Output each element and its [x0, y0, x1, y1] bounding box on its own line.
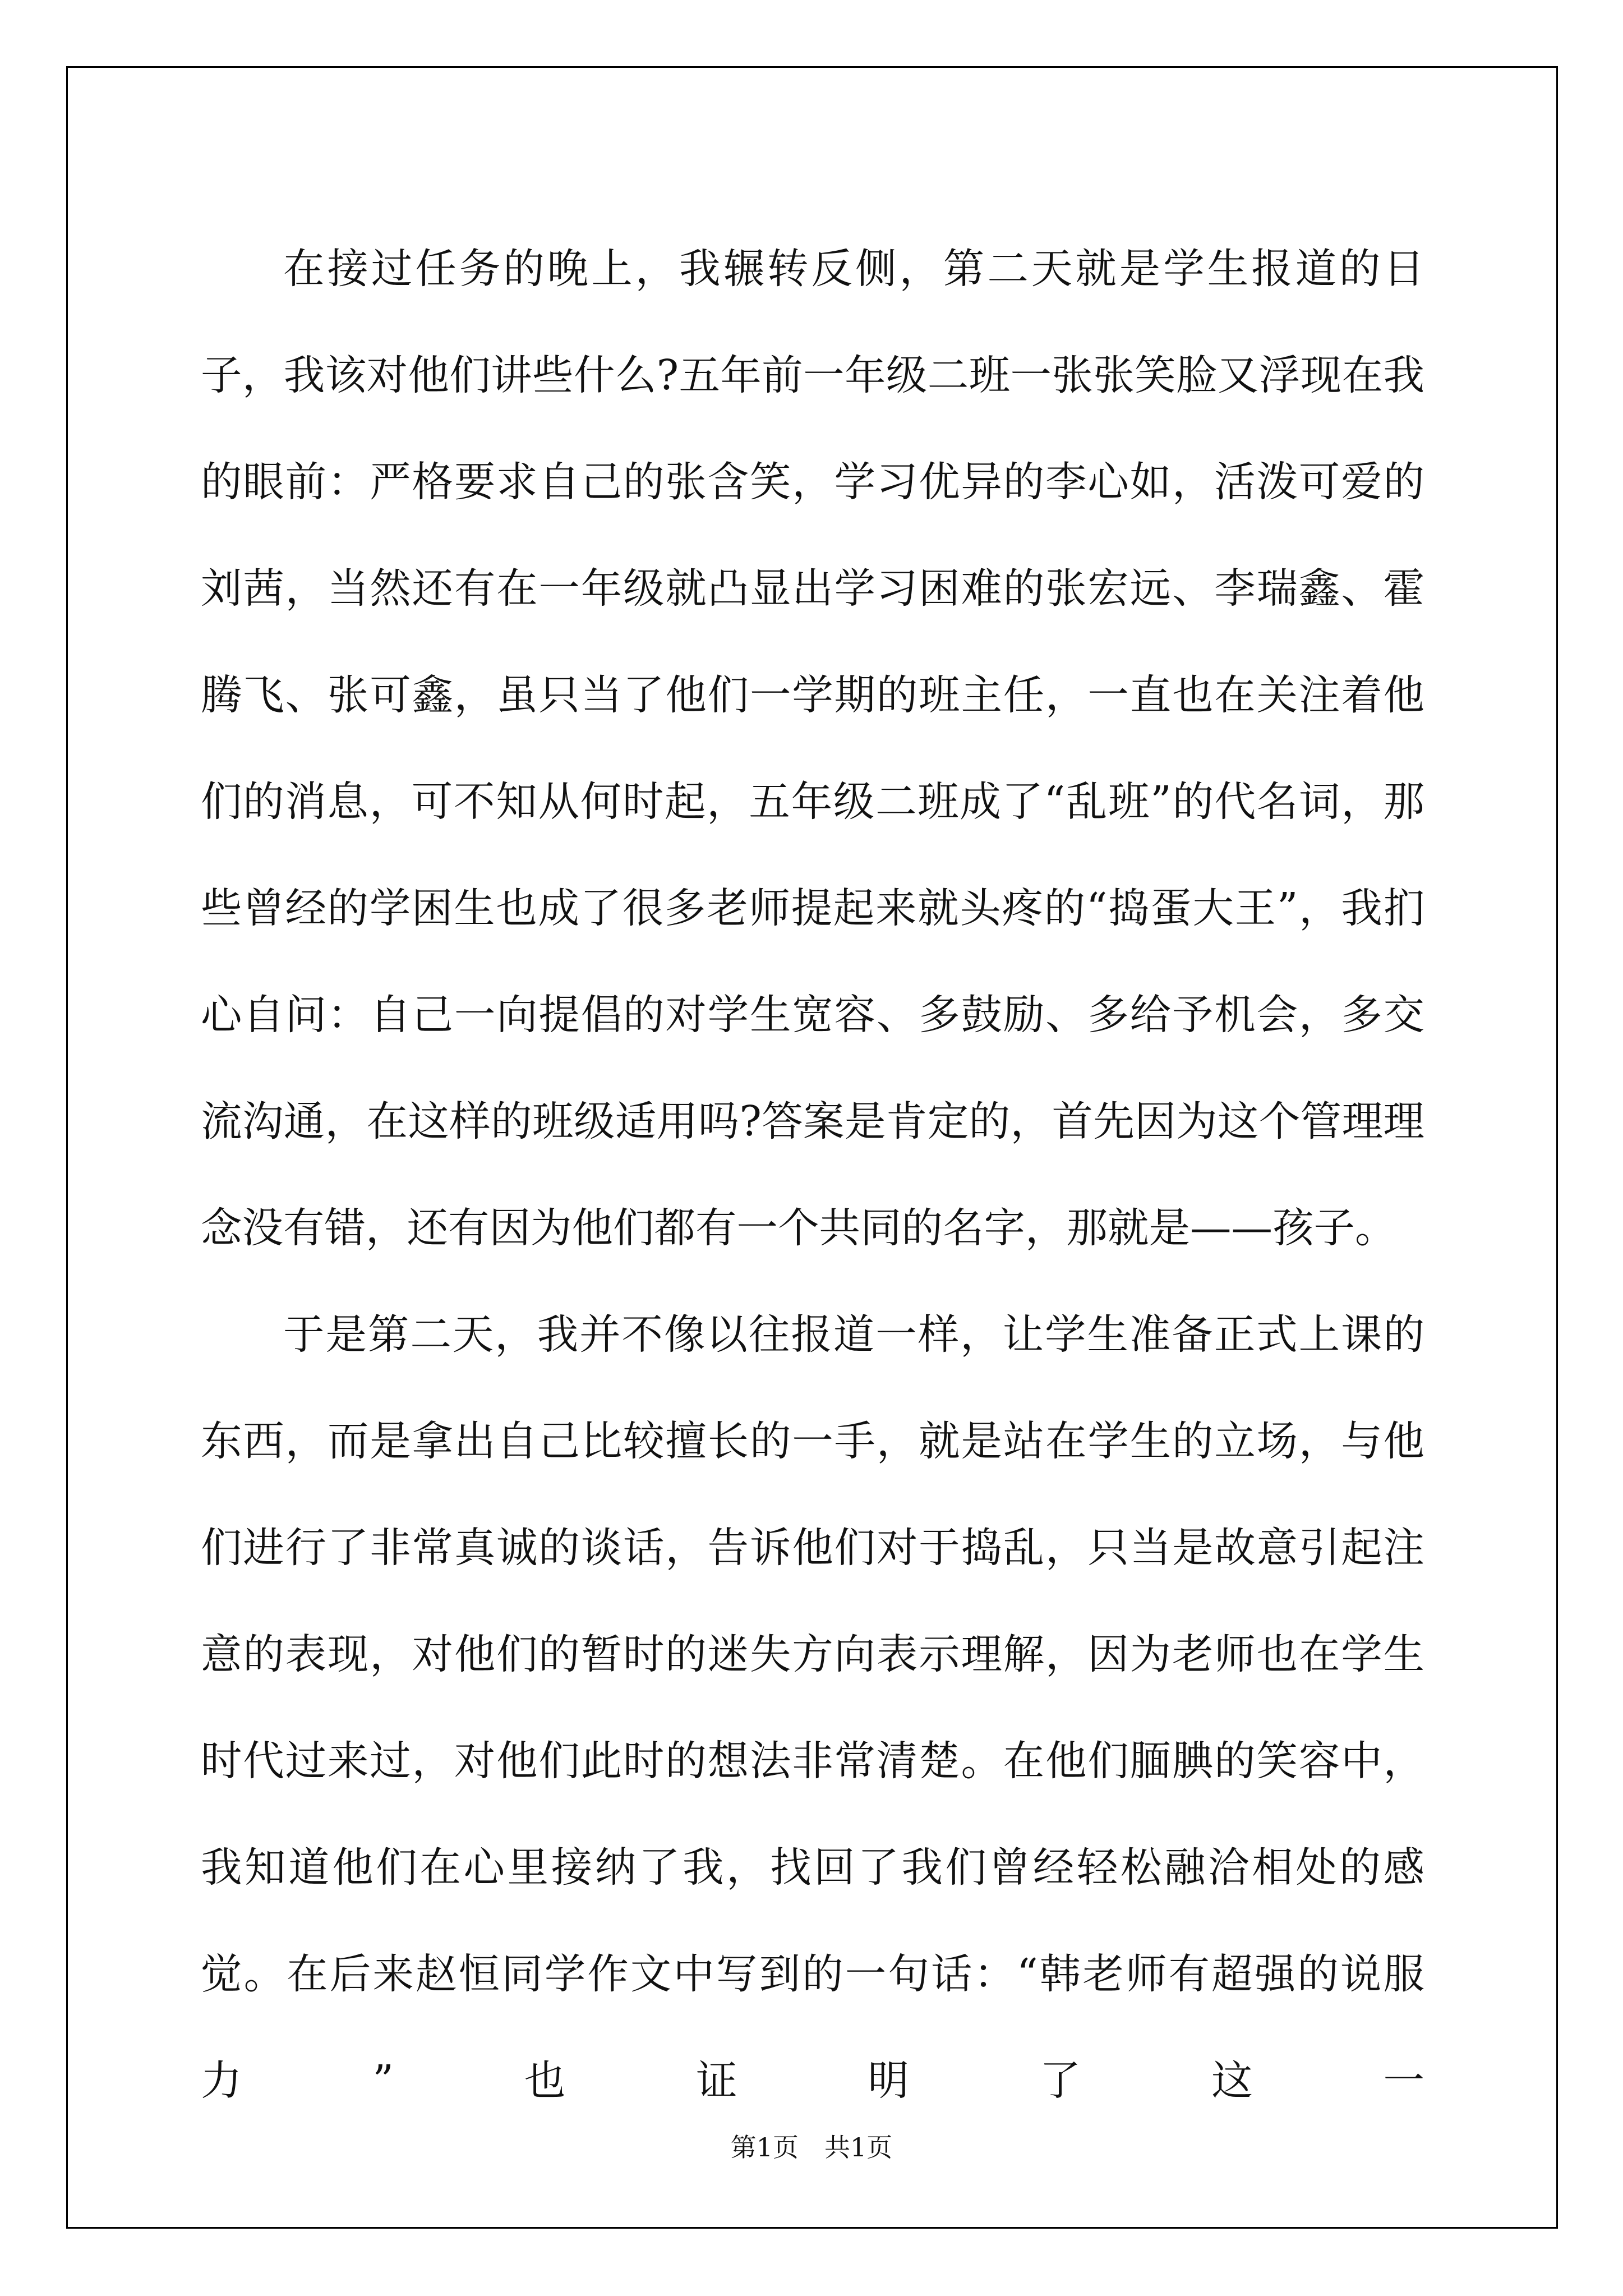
paragraph-2: 于是第二天，我并不像以往报道一样，让学生准备正式上课的东西，而是拿出自己比较擅长的一手，就是站在学生的立场，与他们进行了非常真诚的谈话，告诉他们对于捣乱，只当是故意引起注意的表现，对他们的暂时的迷失方向表示理解，因为老师也在学生时代过来过，对他们此时的想法非常清楚。在他们腼腆的笑容中，我知道他们在心里接纳了我，找回了我们曾经轻松融洽相处的感觉。在后来赵恒同学作文中写到的一句话：“韩老师有超强的说服力”也证明了这一	[201, 1311, 1424, 2105]
document-body	[201, 216, 1424, 2134]
page-number-footer: 第1页 共1页	[730, 2132, 893, 2162]
paragraph-1: 在接过任务的晚上，我辗转反侧，第二天就是学生报道的日子，我该对他们讲些什么?五年前一年级二班一张张笑脸又浮现在我的眼前：严格要求自己的张含笑，学习优异的李心如，活泼可爱的刘茜，当然还有在一年级就凸显出学习困难的张宏远、李瑞鑫、霍腾飞、张可鑫，虽只当了他们一学期的班主任，一直也在关注着他们的消息，可不知从何时起，五年级二班成了“乱班”的代名词，那些曾经的学困生也成了很多老师提起来就头疼的“捣蛋大王”，我扪心自问：自己一向提倡的对学生宽容、多鼓励、多给予机会，多交流沟通，在这样的班级适用吗?答案是肯定的，首先因为这个管理理念没有错，还有因为他们都有一个共同的名字，那就是——孩子。	[201, 245, 1424, 1252]
